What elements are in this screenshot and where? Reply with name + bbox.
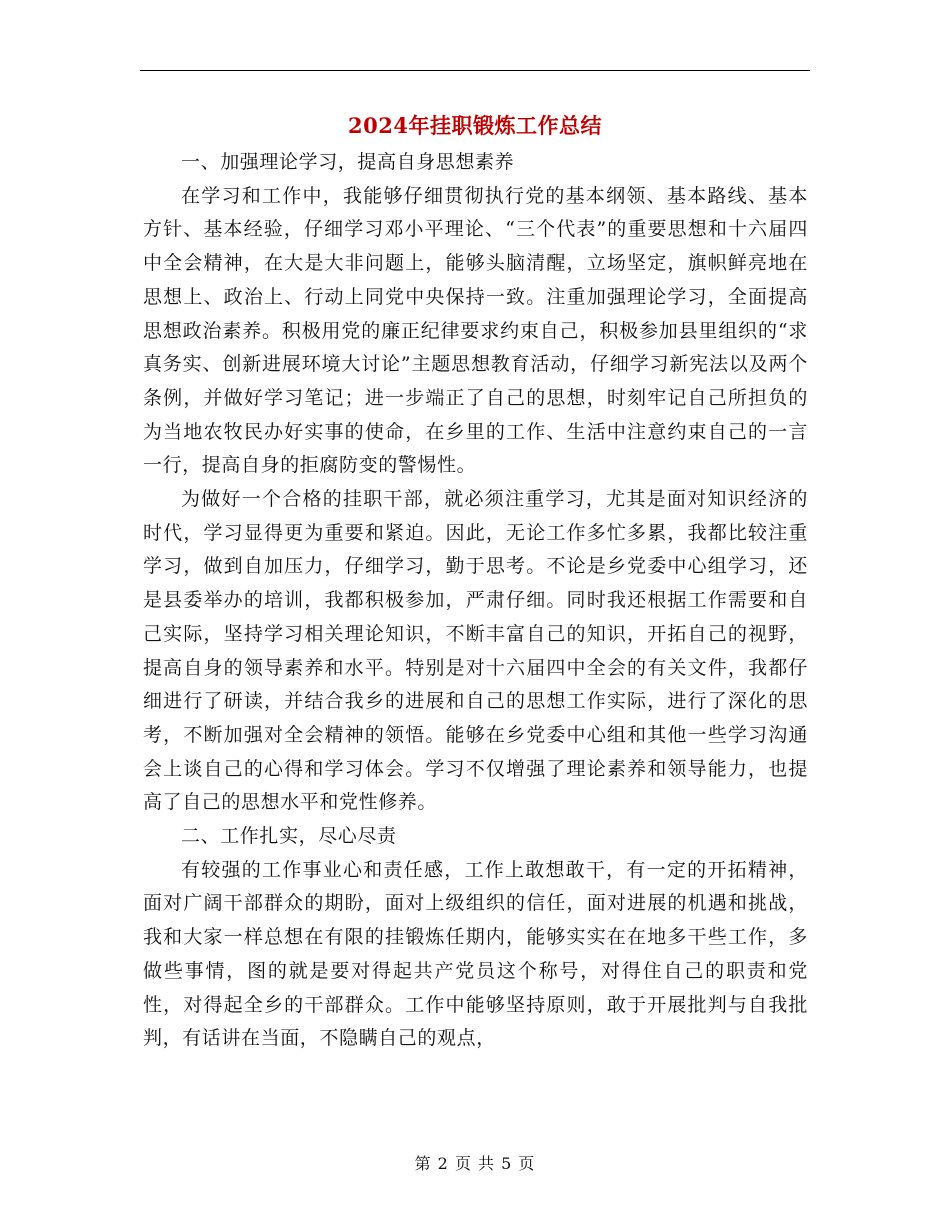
body-paragraph-2: 为做好一个合格的挂职干部，就必须注重学习，尤其是面对知识经济的时代，学习显得更为重要和紧迫。因此，无论工作多忙多累，我都比较注重学习，做到自加压力，仔细学习，勤于思考。不论是乡党委中心组学习，还是县委举办的培训，我都积极参加，严肃仔细。同时我还根据工作需要和自己实际，坚持学习相关理论知识，不断丰富自己的知识，开拓自己的视野，提高自身的领导素养和水平。特别是对十六届四中全会的有关文件，我都仔细进行了研读，并结合我乡的进展和自己的思想工作实际，进行了深化的思考，不断加强对全会精神的领悟。能够在乡党委中心组和其他一些学习沟通会上谈自己的心得和学习体会。学习不仅增强了理论素养和领导能力，也提高了自己的思想水平和党性修养。 — [143, 488, 808, 814]
page-footer: 第 2 页 共 5 页 — [414, 1154, 536, 1173]
document-title: 2024年挂职锻炼工作总结 — [348, 113, 602, 138]
body-paragraph-3: 有较强的工作事业心和责任感，工作上敢想敢干，有一定的开拓精神，面对广阔干部群众的期盼，面对上级组织的信任，面对进展的机遇和挑战，我和大家一样总想在有限的挂锻炼任期内，能够实实在在地多干些工作，多做些事情，图的就是要对得起共产党员这个称号，对得住自己的职责和党性，对得起全乡的干部群众。工作中能够坚持原则，敢于开展批判与自我批判，有话讲在当面，不隐瞒自己的观点， — [143, 858, 808, 1050]
section-heading-2: 二、工作扎实，尽心尽责 — [181, 825, 397, 848]
document-body — [143, 146, 808, 1056]
header-rule — [140, 70, 810, 71]
section-heading-1: 一、加强理论学习，提高自身思想素养 — [181, 151, 515, 173]
body-paragraph-1: 在学习和工作中，我能够仔细贯彻执行党的基本纲领、基本路线、基本方针、基本经验，仔细学习邓小平理论、“三个代表”的重要思想和十六届四中全会精神，在大是大非问题上，能够头脑清醒，立场坚定，旗帜鲜亮地在思想上、政治上、行动上同党中央保持一致。注重加强理论学习，全面提高思想政治素养。积极用党的廉正纪律要求约束自己，积极参加县里组织的“求真务实、创新进展环境大讨论”主题思想教育活动，仔细学习新宪法以及两个条例，并做好学习笔记；进一步端正了自己的思想，时刻牢记自己所担负的为当地农牧民办好实事的使命，在乡里的工作、生活中注意约束自己的一言一行，提高自身的拒腐防变的警惕性。 — [143, 184, 808, 477]
